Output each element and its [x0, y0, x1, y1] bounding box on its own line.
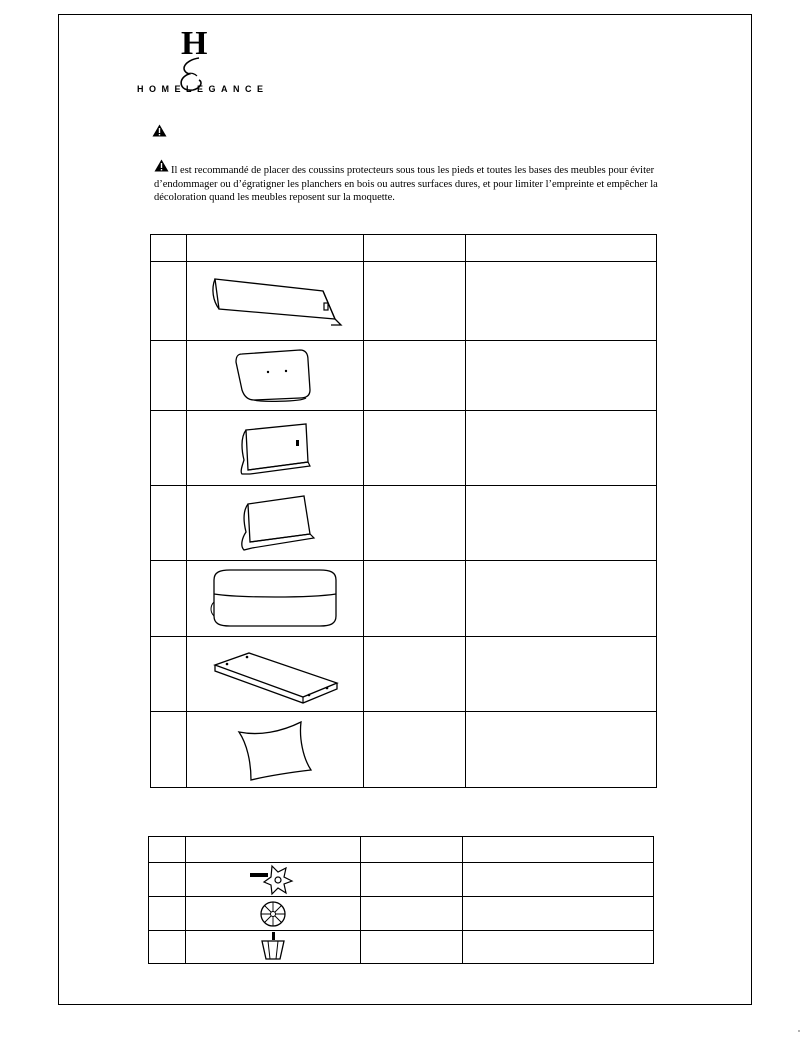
logo-initial: H [181, 28, 208, 62]
table-row [149, 931, 654, 964]
table-row [151, 712, 657, 788]
hardware-figure [185, 863, 360, 897]
table-row [151, 561, 657, 637]
table-row [149, 863, 654, 897]
part-figure [186, 486, 363, 561]
table-row [151, 637, 657, 712]
part-figure [186, 637, 363, 712]
hardware-table-header [149, 837, 654, 863]
table-row [151, 486, 657, 561]
arm-panel-icon [205, 267, 345, 335]
base-board-icon [205, 643, 345, 705]
header-cell [360, 837, 463, 863]
header-cell [463, 837, 654, 863]
hardware-figure [185, 931, 360, 964]
hardware-figure [185, 897, 360, 931]
wrench-knob-icon [248, 864, 298, 896]
back-panel-icon [230, 492, 320, 554]
header-cell [363, 235, 465, 262]
logo-mark-icon [137, 28, 267, 108]
table-row [149, 897, 654, 931]
header-cell [186, 235, 363, 262]
warning-icon [152, 124, 167, 137]
header-cell [465, 235, 656, 262]
side-panel-bracket-icon [230, 418, 320, 478]
brand-logo [137, 28, 267, 108]
seat-cushion-icon [230, 346, 320, 406]
leg-foot-icon [257, 931, 289, 963]
header-cell [149, 837, 186, 863]
part-figure [186, 411, 363, 486]
table-row [151, 341, 657, 411]
pillow-icon [225, 718, 325, 782]
hardware-table [148, 836, 654, 964]
part-figure [186, 712, 363, 788]
part-figure [186, 341, 363, 411]
washer-icon [256, 898, 290, 930]
part-figure [186, 262, 363, 341]
scan-speck [798, 1030, 800, 1032]
parts-table-header [151, 235, 657, 262]
header-cell [185, 837, 360, 863]
table-row [151, 262, 657, 341]
table-row [151, 411, 657, 486]
parts-table [150, 234, 657, 788]
part-figure [186, 561, 363, 637]
brand-wordmark: HOMELEGANCE [137, 84, 269, 94]
header-cell [151, 235, 187, 262]
bench-cushion-icon [200, 566, 350, 632]
furniture-protection-notice: Il est recommandé de placer des coussins protecteurs sous tous les pieds et toutes les bases des meubles pour éviter d’endommager ou d’égratigner les planchers en bois ou autres surfaces dures, et pour limiter l’empreinte et empêcher la décoloration quand les meubles reposent sur la moquette. [154, 165, 658, 204]
